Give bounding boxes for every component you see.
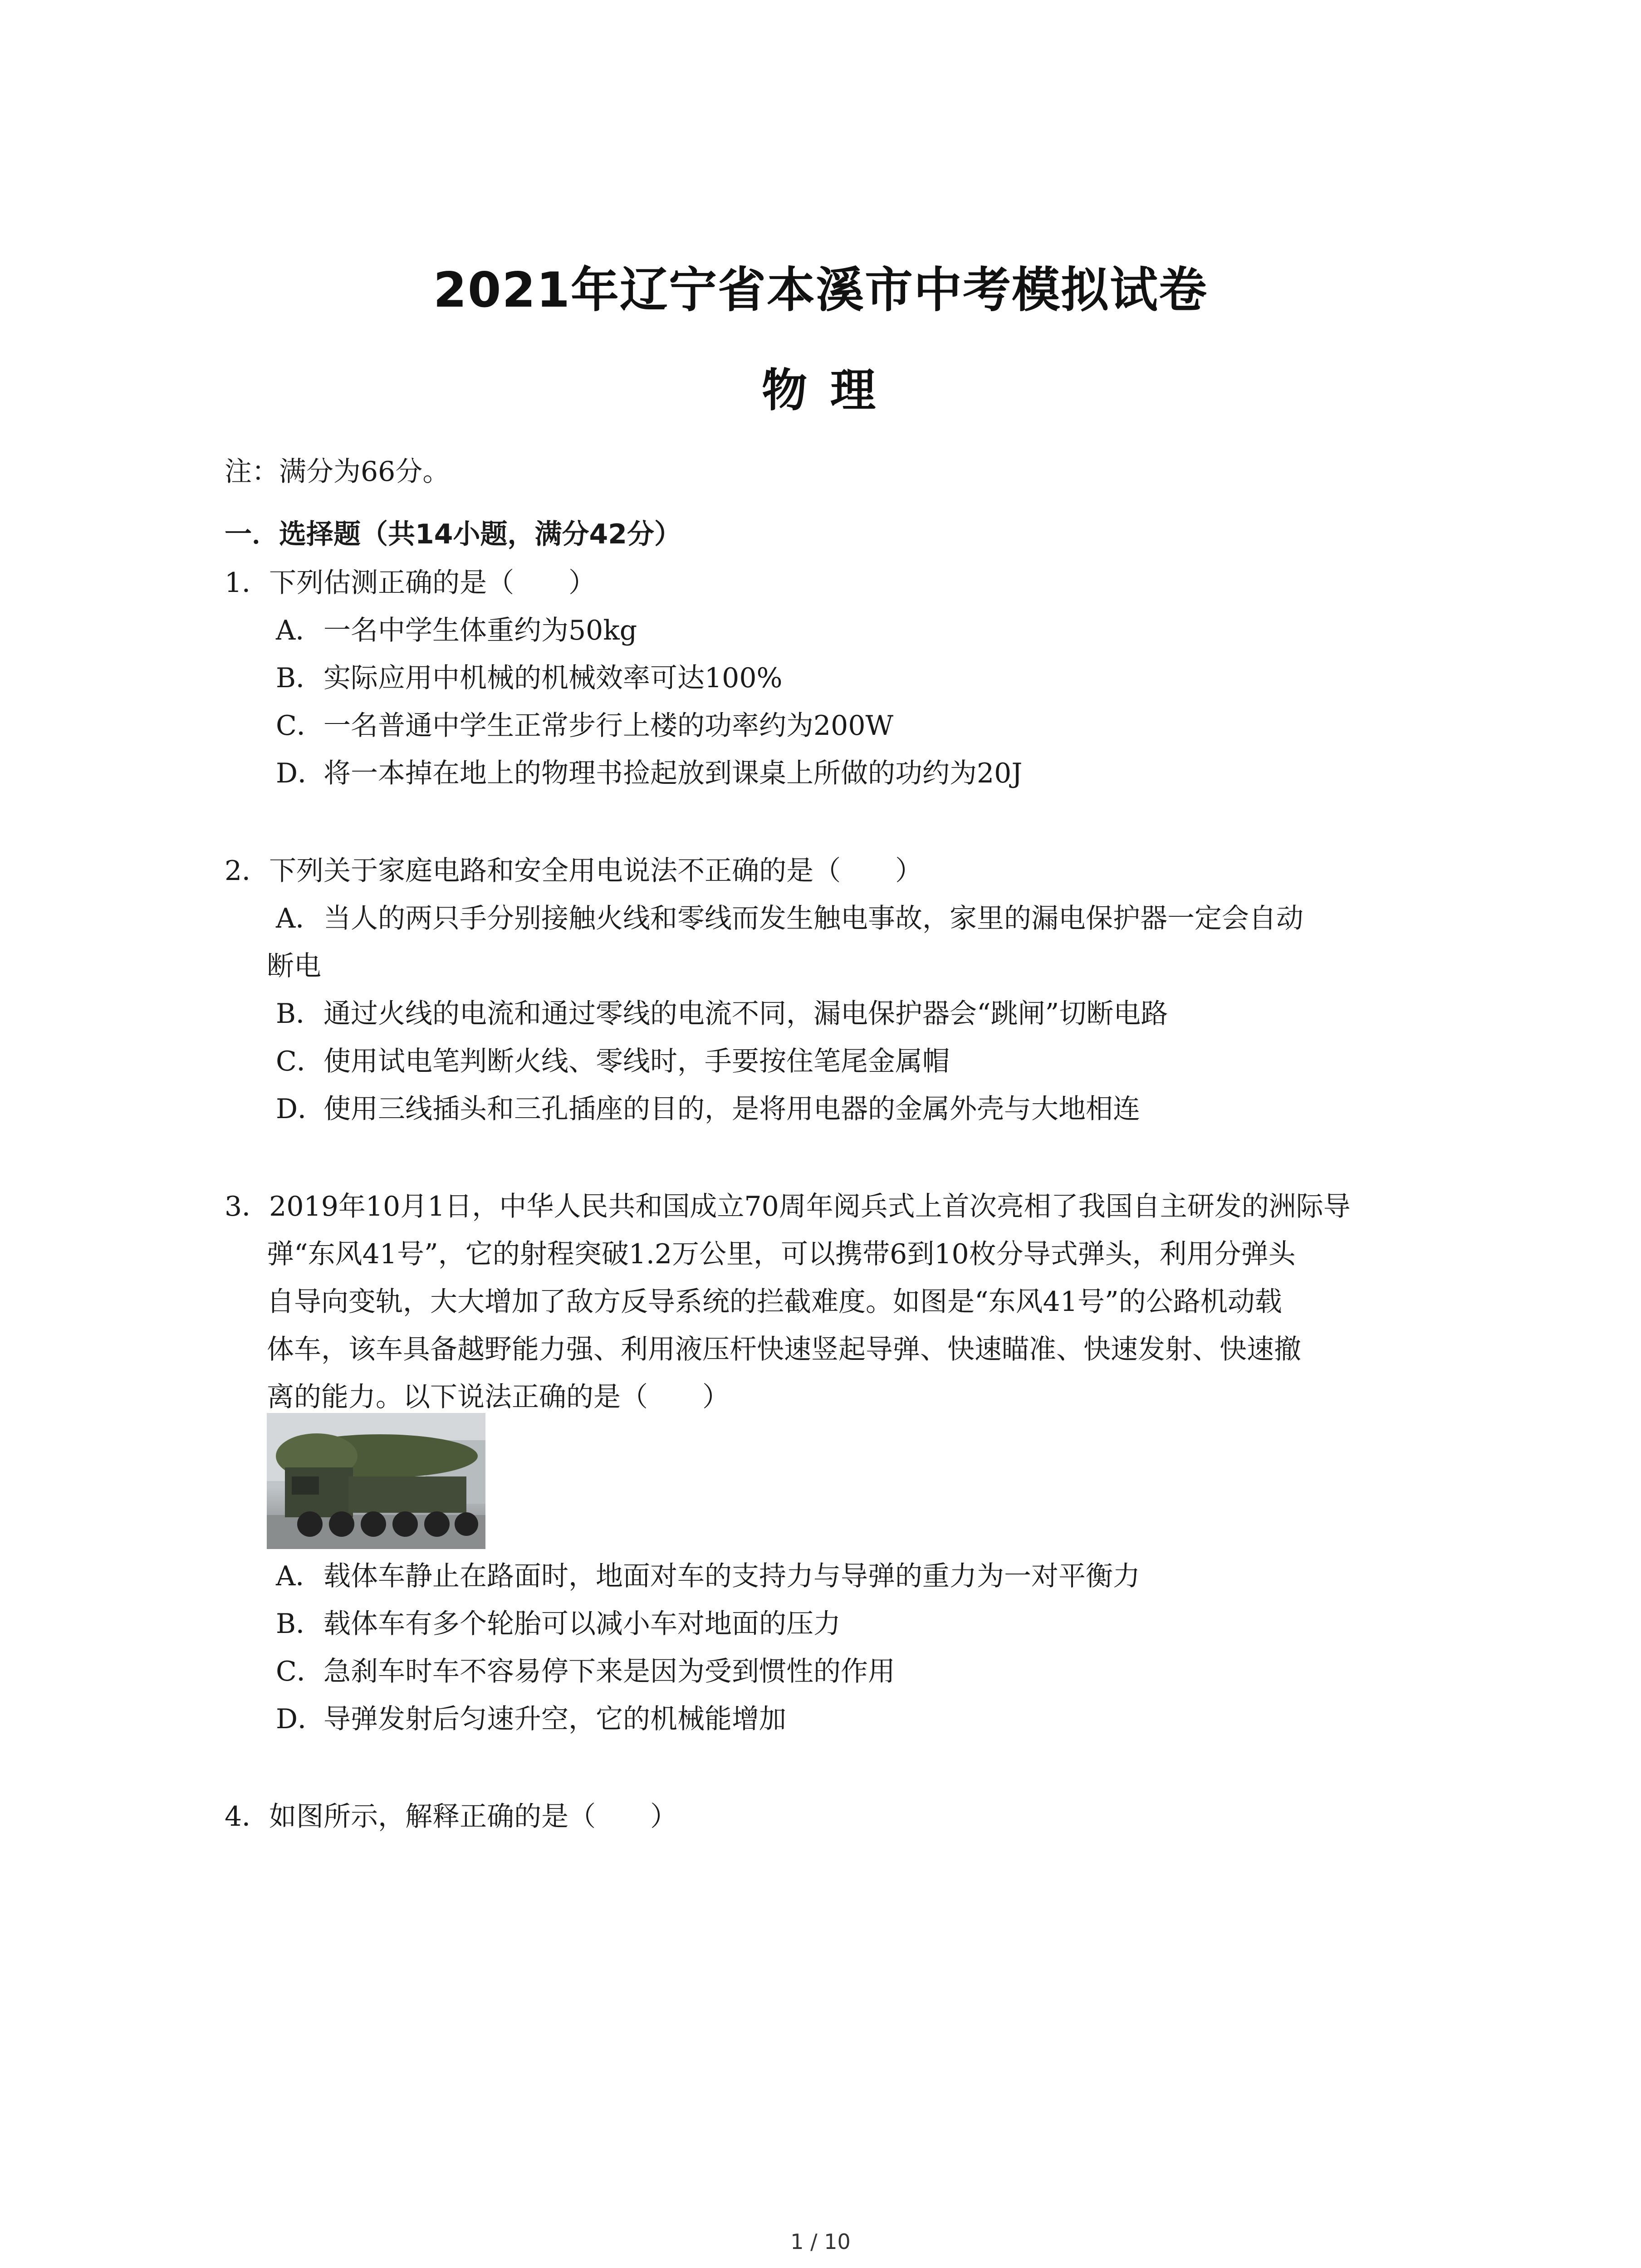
- q3-option-b[interactable]: [276, 1606, 841, 1642]
- question-1-stem: 1．下列估测正确的是（ ）: [225, 567, 596, 599]
- question-2-stem: 2．下列关于家庭电路和安全用电说法不正确的是（ ）: [225, 855, 923, 887]
- option-text: 使用试电笔判断火线、零线时，手要按住笔尾金属帽: [323, 1046, 950, 1077]
- option-text: 实际应用中机械的机械效率可达100%: [323, 662, 783, 694]
- option-label: D．: [276, 1703, 325, 1735]
- option-label: B．: [276, 998, 323, 1030]
- q3-option-d[interactable]: [276, 1701, 786, 1737]
- option-text: 通过火线的电流和通过零线的电流不同，漏电保护器会“跳闸”切断电路: [323, 998, 1168, 1030]
- question-3-stem-line-1: 3．2019年10月1日，中华人民共和国成立70周年阅兵式上首次亮相了我国自主研发的洲际导: [225, 1191, 1351, 1222]
- q2-option-c[interactable]: [276, 1043, 950, 1080]
- page-number: 1 / 10: [790, 2229, 851, 2254]
- option-text: 载体车静止在路面时，地面对车的支持力与导弹的重力为一对平衡力: [323, 1560, 1140, 1592]
- option-text: 使用三线插头和三孔插座的目的，是将用电器的金属外壳与大地相连: [323, 1093, 1140, 1125]
- subject-title: 物 理: [762, 364, 879, 417]
- q2-option-a-continuation: 断电: [267, 950, 321, 982]
- option-label: D．: [276, 758, 325, 789]
- question-3-stem-line-5: 离的能力。以下说法正确的是（ ）: [267, 1381, 730, 1413]
- question-3-stem-line-2: 弹“东风41号”，它的射程突破1.2万公里，可以携带6到10枚分导式弹头，利用分弹头: [267, 1238, 1296, 1270]
- q3-option-a[interactable]: [276, 1558, 1140, 1594]
- option-text: 导弹发射后匀速升空，它的机械能增加: [323, 1703, 786, 1735]
- question-4-stem: 4．如图所示，解释正确的是（ ）: [225, 1801, 678, 1833]
- option-text: 急刹车时车不容易停下来是因为受到惯性的作用: [323, 1656, 895, 1687]
- missile-carrier-illustration: [267, 1413, 485, 1549]
- option-text: 当人的两只手分别接触火线和零线而发生触电事故，家里的漏电保护器一定会自动: [323, 903, 1303, 934]
- q1-option-a[interactable]: [276, 612, 637, 649]
- q1-option-c[interactable]: [276, 708, 893, 744]
- option-text: 一名中学生体重约为50kg: [323, 615, 637, 646]
- option-label: B．: [276, 1608, 323, 1640]
- option-text: 将一本掉在地上的物理书捡起放到课桌上所做的功约为20J: [323, 758, 1023, 789]
- option-label: C．: [276, 710, 324, 742]
- option-label: A．: [276, 1560, 323, 1592]
- option-text: 载体车有多个轮胎可以减小车对地面的压力: [323, 1608, 841, 1640]
- q2-option-d[interactable]: [276, 1091, 1140, 1127]
- option-label: C．: [276, 1656, 324, 1687]
- question-3-stem-line-3: 自导向变轨，大大增加了敌方反导系统的拦截难度。如图是“东风41号”的公路机动载: [267, 1286, 1282, 1318]
- section-heading: 一．选择题（共14小题，满分42分）: [225, 518, 681, 550]
- exam-title: 2021年辽宁省本溪市中考模拟试卷: [433, 262, 1208, 318]
- option-label: A．: [276, 615, 323, 646]
- q3-option-c[interactable]: [276, 1653, 895, 1690]
- option-label: D．: [276, 1093, 325, 1125]
- q2-option-b[interactable]: [276, 996, 1168, 1032]
- q2-option-a[interactable]: [276, 900, 1303, 937]
- q1-option-b[interactable]: [276, 660, 783, 696]
- missile-carrier-photo: [267, 1413, 485, 1549]
- option-text: 一名普通中学生正常步行上楼的功率约为200W: [323, 710, 894, 742]
- score-note: 注：满分为66分。: [225, 456, 450, 488]
- question-3-stem-line-4: 体车，该车具备越野能力强、利用液压杆快速竖起导弹、快速瞄准、快速发射、快速撤: [267, 1334, 1301, 1365]
- option-label: A．: [276, 903, 323, 934]
- q1-option-d[interactable]: [276, 755, 1022, 792]
- option-label: B．: [276, 662, 323, 694]
- option-label: C．: [276, 1046, 324, 1077]
